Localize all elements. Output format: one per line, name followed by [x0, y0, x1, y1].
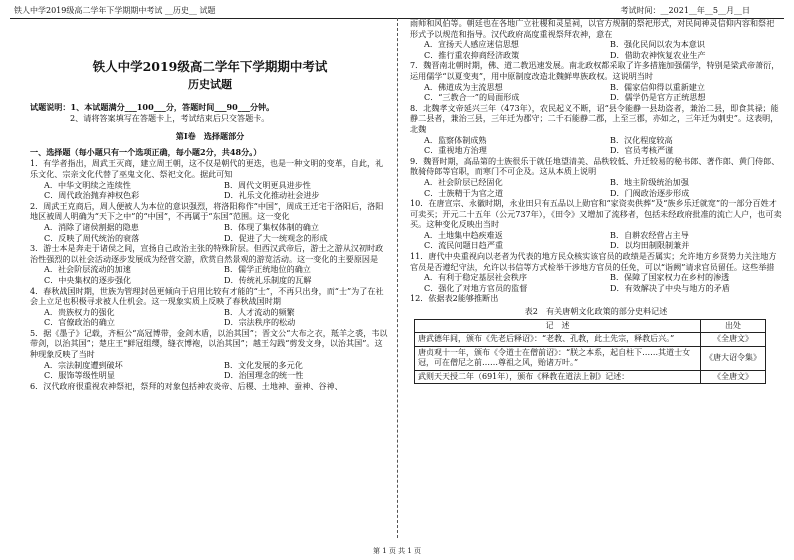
question-stem: 6．汉代政府很重视农神祭祀，祭拜的对象包括神农炎帝、后稷、土地神、蚕神、谷神、 — [30, 380, 343, 391]
table-row — [415, 333, 766, 347]
exam-title: 铁人中学2019级高二学年下学期期中考试 — [92, 59, 328, 74]
option-D: D．儒学仍是官方正统思想 — [610, 92, 706, 103]
option-C: C．中央集权的逐步强化 — [44, 274, 132, 285]
option-C: C．“三教合一”的局面形成 — [424, 92, 520, 103]
option-list — [410, 39, 782, 60]
option-B: B．保障了国家权力在乡村的渗透 — [610, 272, 730, 283]
option-C: C．服饰等级性明显 — [44, 370, 115, 381]
option-A: A．社会阶层流动的加速 — [44, 264, 131, 275]
exam-note-1: 试题说明：1、本试题满分___100___分，答题时间___90___分钟。 — [30, 102, 275, 112]
option-list — [30, 222, 390, 243]
option-C: C．士族精于为官之道 — [424, 187, 504, 198]
option-B: B．体现了集权体制的确立 — [224, 221, 319, 232]
question-10 — [410, 198, 782, 251]
table-cell-desc: 武则天天授二年（691年），颁布《释教在道法上制》记述： — [415, 370, 701, 384]
question-stem: 7．魏晋南北朝时期，佛、道二教迅速发展。南北政权都采取了许多措施加强儒学，特别是梁武帝萧衍，运用儒学“以夏变夷”，用中原制度改造北魏鲜卑族政权。这说明当时 — [410, 60, 780, 81]
option-B: B．强化民间以农为本意识 — [610, 39, 705, 50]
option-C: C．推行重农抑商经济政策 — [424, 49, 520, 60]
question-2 — [30, 201, 390, 243]
question-6 — [410, 18, 782, 60]
option-A: A．有利于稳定基层社会秩序 — [424, 272, 527, 283]
option-C: C．周代政治抛弃神权色彩 — [44, 190, 140, 201]
option-A: A．中华文明续之连续性 — [44, 179, 131, 190]
part-heading: 一、选择题（每小题只有一个选项正确，每小题2分，共48分。） — [30, 146, 262, 157]
page-header — [0, 0, 794, 18]
option-B: B．文化发展的多元化 — [224, 359, 303, 370]
option-list — [30, 264, 390, 285]
option-B: B．儒家信仰得以重新建立 — [610, 81, 705, 92]
section-heading: 第Ⅰ卷 选择题部分 — [175, 131, 245, 142]
option-C: C．流民问题日趋严重 — [424, 240, 504, 251]
option-D: D．传统礼乐制度的瓦解 — [224, 274, 312, 285]
header-right-text: 考试时间：__2021__年__5__月__日 — [620, 6, 750, 15]
question-stem: 10．在唐宣宗、永徽时期，永业田只有五品以上勋官和“家资卖供葬”及“族乡乐迁就宽”的一部分百姓才可卖买；开元二十五年（公元737年），《田令》又增加了流移者，包括未经政府批准的流亡人户，也可卖买。这种变化反映出当时 — [410, 198, 782, 230]
question-stem: 1．有学者指出，周武王灭商，建立周王朝，这不仅是朝代的更迭，也是一种文明的变革，自此，礼乐文化、宗亲文化代替了巫鬼文化、祭祀文化。据此可知 — [30, 158, 384, 179]
table-cell-src: 《全唐文》 — [701, 370, 766, 384]
option-A: A．土地集中趋疾难返 — [424, 229, 503, 240]
option-A: A．贵族权力的强化 — [44, 306, 115, 317]
question-1 — [30, 158, 390, 200]
column-divider — [397, 18, 398, 538]
question-stem: 12．依据表2能够推断出 — [410, 293, 499, 304]
left-questions — [30, 158, 390, 391]
option-A: A．监察体制成熟 — [424, 134, 487, 145]
table-caption: 表2 有关唐朝文化政策的部分史料记述 — [524, 306, 668, 317]
option-D: D．礼乐文化推动社会进步 — [224, 190, 320, 201]
question-stem: 2．周武王克商后，周人便被人为本位的意识强烈，将洛阳称作“中国”，周成王迁宅于洛阳后，洛阳地区被周人明确为“天下之中”的“中国”，不再属于“东国”范围。这一变化 — [30, 200, 384, 222]
option-B: B．地主阶级统治加强 — [610, 176, 689, 187]
question-4 — [30, 286, 390, 328]
option-B: B．周代文明更具进步性 — [224, 179, 311, 190]
option-list — [30, 307, 390, 328]
table-header-row — [415, 319, 766, 333]
question-8 — [410, 103, 782, 156]
option-A: A．宣扬天人感应迷信思想 — [424, 39, 519, 50]
question-3 — [30, 243, 390, 285]
table-row — [415, 346, 766, 370]
option-D: D．借助农神恢复农业生产 — [610, 49, 706, 60]
question-6 — [30, 381, 390, 392]
option-D: D．有效解决了中央与地方的矛盾 — [610, 282, 730, 293]
table-cell-src: 《唐大诏令集》 — [701, 346, 766, 370]
table-header-src: 出处 — [701, 319, 766, 333]
option-list — [410, 177, 782, 198]
option-C: C．官僚政治的确立 — [44, 317, 115, 328]
option-A: A．社会阶层已经固化 — [424, 176, 503, 187]
option-D: D．官员考核严谨 — [610, 145, 674, 156]
left-column — [30, 56, 390, 391]
option-A: A．宗法制度遭到破坏 — [44, 359, 123, 370]
exam-subtitle: 历史试题 — [188, 78, 232, 91]
option-A: A．佛道成为主流思想 — [424, 81, 503, 92]
option-B: B．自耕农经营占主导 — [610, 229, 689, 240]
option-D: D．门阀政治逐步形成 — [610, 187, 690, 198]
question-stem: 8．北魏孝文帝延兴三年（473年），农民起义不断，诏“县令能静一县劫盗者，兼治二县，即食其禄；能静二县者，兼治三县，三年迁为郡守；二千石能静二郡，上至三郡，亦如之，三年迁为刺史”。这表明，北魏 — [410, 102, 779, 134]
option-list — [410, 272, 782, 293]
option-D: D．宗法秩序的松动 — [224, 317, 296, 328]
table-row — [415, 370, 766, 384]
question-stem: 3．游士本是奔走于诸侯之间，宣扬自己政治主张的特殊阶层。但西汉武帝后，游士之游从汉初时政治性强烈的以社会活动逐步发展成为经营交游，欣赏自然景观的游览活动。这一变化的主要原因是 — [30, 243, 384, 264]
question-12 — [410, 293, 782, 304]
option-B: B．儒学正统地位的确立 — [224, 264, 311, 275]
option-list — [30, 180, 390, 201]
question-stem: 9．魏晋时期，高品第的士族很乐于就任地望清美、品秩较低、升迁较易的秘书郎、著作郎、黄门侍郎、散骑侍郎等官职，而寒门不可企及。这从本质上说明 — [410, 155, 780, 177]
option-D: D．促进了大一统观念的形成 — [224, 232, 328, 243]
question-stem: 11．唐代中央重视向以老者为代表的地方民众核实该官员的政绩是否属实；允许地方乡贤势力关注地方官员是否遵纪守法，允许以书信等方式检举干涉地方官员的任免，可以“诣阙”请求官员留任。这些举措 — [410, 251, 777, 272]
question-11 — [410, 251, 782, 293]
question-9 — [410, 156, 782, 198]
table-header-desc: 记 述 — [415, 319, 701, 333]
option-D: D．以均田制限制兼并 — [610, 240, 690, 251]
question-stem: 4．春秋战国时期，世族为管理封邑更倾向于启用比较有才能的“士”，不再只出身，而“士”为了在社会上立足也积极寻求被人仕机会。这一现象实质上反映了春秋战国时期 — [30, 285, 384, 307]
header-left-text: 铁人中学2019级高二学年下学期期中考试 __历史__ 试题 — [14, 6, 216, 15]
page-footer: 第 1 页 共 1 页 — [372, 547, 422, 555]
right-questions — [410, 18, 782, 304]
option-list — [410, 135, 782, 156]
right-column — [410, 18, 782, 384]
option-C: C．强化了对地方官员的监督 — [424, 282, 528, 293]
option-A: A．消除了诸侯割据的隐患 — [44, 221, 139, 232]
option-list — [410, 82, 782, 103]
option-C: C．重视地方治理 — [424, 145, 487, 156]
option-D: D．治国理念的统一性 — [224, 370, 304, 381]
option-C: C．反映了周代统治的衰落 — [44, 232, 140, 243]
table-cell-desc: 唐武德年间，颁布《先老后释诏》：“老教、孔教，此土先宗，释教后兴。” — [415, 333, 701, 347]
exam-note-2: 2、请将答案填写在答题卡上，考试结束后只交答题卡。 — [70, 112, 270, 123]
option-list — [410, 230, 782, 251]
question-5 — [30, 328, 390, 381]
source-table — [414, 319, 766, 385]
table-cell-src: 《全唐文》 — [701, 333, 766, 347]
option-B: B．人才流动的频繁 — [224, 306, 295, 317]
question-stem: 雨师和风伯等。朝廷也在各地广立社稷和灵星祠，以官方规制的祭祀形式，对民间神灵信仰内容和祭祀形式予以规范和指导。汉代政府高度重视祭拜农神，意在 — [410, 18, 775, 39]
question-7 — [410, 60, 782, 102]
table-cell-desc: 唐贞观十一年，颁布《令道士在僧前诏》：“朕之本系，起自柱下……其道士女冠，可在僧尼之前……尊祖之风，贻诸万叶。” — [415, 346, 701, 370]
option-list — [30, 360, 390, 381]
option-B: B．汉化程度较高 — [610, 134, 673, 145]
question-stem: 5．据《墨子》记载，齐桓公“高冠博带，金剑木盾，以治其国”；晋文公“大布之衣，羝羊之裘，韦以带剑，以治其国”；楚庄王“鲜冠组缨，缝衣博袍，以治其国”；越王勾践“剪发文身，以治其国”。这种现象反映了当时 — [30, 327, 388, 360]
